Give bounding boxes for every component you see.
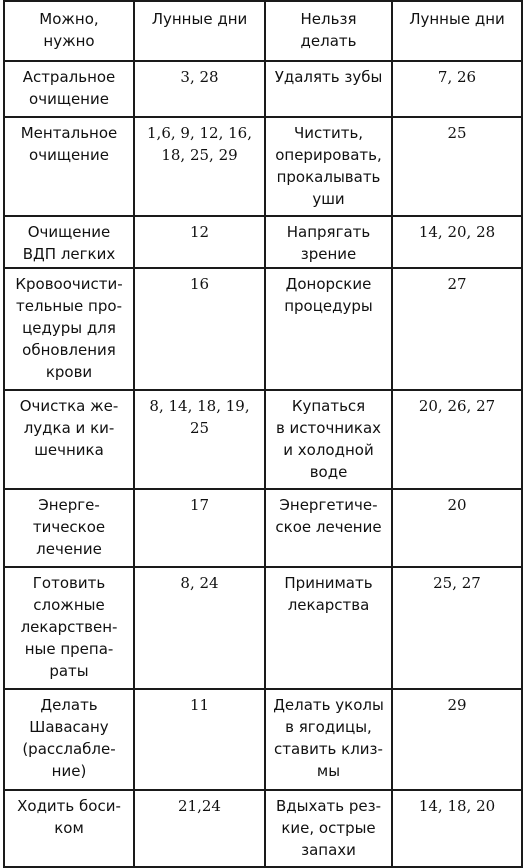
table-row: [4, 390, 522, 489]
lunar-days-table-page: [3, 0, 521, 859]
cell-cannot: Чистить, оперировать, прокалывать уши: [265, 117, 392, 216]
table-header-row: [4, 1, 522, 61]
cell-can: Ментальное очищение: [4, 117, 134, 216]
cell-cannot-days: 14, 18, 20: [392, 790, 522, 867]
table-row: [4, 489, 522, 567]
table-row: [4, 790, 522, 867]
cell-can-days: 16: [134, 268, 265, 390]
cell-can: Готовить сложные лекарствен- ные препа- раты: [4, 567, 134, 689]
cell-cannot-days: 7, 26: [392, 61, 522, 117]
cell-can-days: 11: [134, 689, 265, 790]
cell-can-days: 8, 14, 18, 19, 25: [134, 390, 265, 489]
cell-cannot-days: 27: [392, 268, 522, 390]
table-row: [4, 61, 522, 117]
cell-can-days: 12: [134, 216, 265, 268]
cell-can-days: 17: [134, 489, 265, 567]
cell-can-days: 1,6, 9, 12, 16, 18, 25, 29: [134, 117, 265, 216]
cell-cannot-days: 25, 27: [392, 567, 522, 689]
cell-cannot-days: 20: [392, 489, 522, 567]
cell-cannot: Купаться в источниках и холодной воде: [265, 390, 392, 489]
cell-can-days: 3, 28: [134, 61, 265, 117]
table-row: [4, 117, 522, 216]
table-row: [4, 268, 522, 390]
cell-cannot: Донорские процедуры: [265, 268, 392, 390]
cell-can: Кровоочисти- тельные про- цедуры для обновления крови: [4, 268, 134, 390]
cell-cannot-days: 20, 26, 27: [392, 390, 522, 489]
cell-cannot: Энергетиче- ское лечение: [265, 489, 392, 567]
header-can: Можно, нужно: [4, 1, 134, 61]
cell-can: Делать Шавасану (расслабле- ние): [4, 689, 134, 790]
header-cannot-days: Лунные дни: [392, 1, 522, 61]
cell-cannot: Напрягать зрение: [265, 216, 392, 268]
header-cannot: Нельзя делать: [265, 1, 392, 61]
cell-cannot-days: 25: [392, 117, 522, 216]
lunar-days-table: [3, 0, 523, 868]
cell-can: Энерге- тическое лечение: [4, 489, 134, 567]
cell-cannot: Удалять зубы: [265, 61, 392, 117]
cell-cannot: Принимать лекарства: [265, 567, 392, 689]
cell-can-days: 21,24: [134, 790, 265, 867]
cell-can-days: 8, 24: [134, 567, 265, 689]
table-row: [4, 567, 522, 689]
cell-can: Астральное очищение: [4, 61, 134, 117]
cell-can: Очищение ВДП легких: [4, 216, 134, 268]
cell-cannot: Вдыхать рез- кие, острые запахи: [265, 790, 392, 867]
table-row: [4, 216, 522, 268]
cell-cannot-days: 29: [392, 689, 522, 790]
cell-can: Ходить боси- ком: [4, 790, 134, 867]
header-can-days: Лунные дни: [134, 1, 265, 61]
cell-can: Очистка же- лудка и ки- шечника: [4, 390, 134, 489]
cell-cannot: Делать уколы в ягодицы, ставить клиз- мы: [265, 689, 392, 790]
cell-cannot-days: 14, 20, 28: [392, 216, 522, 268]
table-row: [4, 689, 522, 790]
